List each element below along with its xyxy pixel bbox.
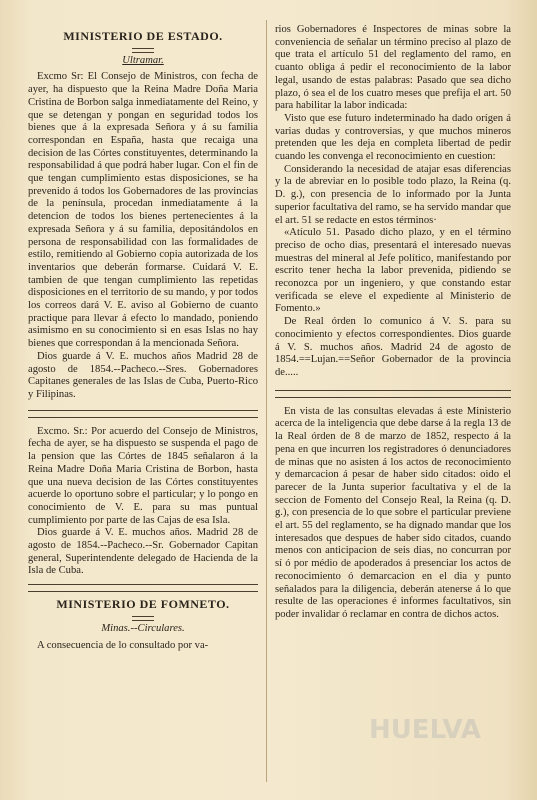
- column-divider: [266, 20, 267, 782]
- paragraph: Dios guarde á V. E. muchos años Madrid 28 de agosto de 1854.--Pacheco.--Sres. Gobernadores Capitanes generales de las Islas de Cuba, Puerto-Rico y Filipinas.: [28, 350, 258, 400]
- library-watermark: HUELVA: [368, 715, 482, 745]
- paragraph: Excmo. Sr.: Por acuerdo del Consejo de Ministros, fecha de ayer, se ha dispuesto se suspenda el pago de la pension que las Córtes de 1845 señalaron á la Reina Madre Doña Maria Cristina de Borbon, hasta que una nueva decision de las Córtes constituyentes acuerde lo oportuno sobre el particular; y lo pongo en conocimiento de V. E. para su mas puntual cumplimiento por parte de las Cajas de esa Isla.: [28, 425, 258, 526]
- section-title-estado: MINISTERIO DE ESTADO.: [63, 29, 223, 43]
- subheading-ultramar: Ultramar.: [122, 54, 164, 66]
- subheading-minas: Minas.--Circulares.: [101, 622, 185, 634]
- ornament: [28, 613, 258, 621]
- separator-rule: [275, 390, 511, 398]
- ornament: [28, 45, 258, 53]
- paragraph: Dios guarde á V. E. muchos años. Madrid 28 de agosto de 1854.--Pacheco.--Sr. Gobernador Capitan general, Superintendente delegado de Hacienda de la Isla de Cuba.: [28, 527, 258, 577]
- paragraph: De Real órden lo comunico á V. S. para su conocimiento y efectos correspondientes. Dios guarde á V. S. muchos años. Madrid 24 de agosto de 1854.==Lujan.==Señor Gobernador de la provincia de.....: [275, 316, 511, 378]
- paragraph: Visto que ese futuro indeterminado ha dado orígen á varias dudas y controversias, y que muchos mineros pretenden que les deja en completa libertad de pedir cuando les convenga el reconocimiento en cuestion:: [275, 112, 511, 163]
- paragraph: En vista de las consultas elevadas á este Ministerio acerca de la inteligencia que debe darse á la regla 13 de la Real órden de 8 de marzo de 1852, respecto á la pena en que incurren los registradores ó denunciadores de minas que no asisten á los actos de reconocimiento y demarcacion á pesar de haber sido citados: oido el parecer de la Junta superior facultativa y el de la seccion de Fomento del Consejo Real, la Reina (q. D. g.), con presencia de lo que sobre el particular previene el art. 55 del reglamento, se ha dignado mandar que los interesados que despues de haber sido citados, cuando menos con anticipacion de seis dias, no concurran por sí ó por médio de apoderados á presenciar los actos de reconocimiento ó demarcacion en el dia y punto señalados para la diligencia, deberán atenerse á lo que resulte de las operaciones é informes facultativos, sin poder invalidar ó reclamar en contra de dichos actos.: [275, 405, 511, 620]
- paragraph: A consecuencia de lo consultado por va-: [37, 639, 209, 651]
- separator-rule: [28, 584, 258, 592]
- paragraph: Considerando la necesidad de atajar esas diferencias y la de abreviar en lo posible todo plazo, la Reina (q. D. g.), con presencia de lo informado por la Junta superior facultativa del ramo, se ha servido mandar que el art. 51 se redacte en estos términos·: [275, 163, 511, 226]
- paragraph: Excmo Sr: El Consejo de Ministros, con fecha de ayer, ha dispuesto que la Reina Madre Doña Maria Cristina de Borbon salga inmediatamente del Reino, y que se detengan y pongan en seguridad todos los bienes que á la expresada Señora y á su familia correspondan en España, hasta que recaiga una decision de las Córtes constituyentes, determinando la responsabilidad á que podrá haber lugar. Con el fin de que tengan cumplimiento estas disposiciones, se ha prevenido á todos los Gobernadores de las provincias de la península, procedan inmediatamente á la detencion de todos los bienes pertenecientes á la expresada Señora y á su familia, depositándolos en persona de responsabilidad con las formalidades de estilo, remitiendo al Gobierno copia autorizada de los inventarios que deberán formarse. Cuidará V. E. tambien de que tengan cumplimiento las repetidas disposiciones en el territorio de su mando, y por todos los correos dará V. E. aviso al Gobierno de cuanto practique para llevar á efecto lo mandado, poniendo asimismo en su conocimiento si en esas Islas no hay bienes que correspondan á la mencionada Señora.: [28, 71, 258, 350]
- paragraph: «Atículo 51. Pasado dicho plazo, y en el término preciso de ocho dias, presentará el interesado nuevas muestras del mineral al Jefe político, manifestando por escrito tener hecha la labor prevenida, pidiendo se reconozca por un ingeniero, y que constando estar verificada se eleve el expediente al Ministerio de Fomento.»: [275, 227, 511, 315]
- separator-rule: [28, 410, 258, 418]
- section-title-fomento: MINISTERIO DE FOMNETO.: [56, 597, 230, 612]
- right-column: [275, 24, 511, 788]
- paragraph: rios Gobernadores é Inspectores de minas sobre la conveniencia de señalar un término preciso al plazo de que trata el artículo 51 del reglamento del ramo, en cuanto obliga á pedir el reconocimiento de la labor legal, usando de estas palabras: Pasado que sea dicho plazo, ó sea el de los cuatro meses que prefija el art. 50 para habilitar la labor indicada:: [275, 24, 511, 112]
- left-column: [28, 24, 258, 788]
